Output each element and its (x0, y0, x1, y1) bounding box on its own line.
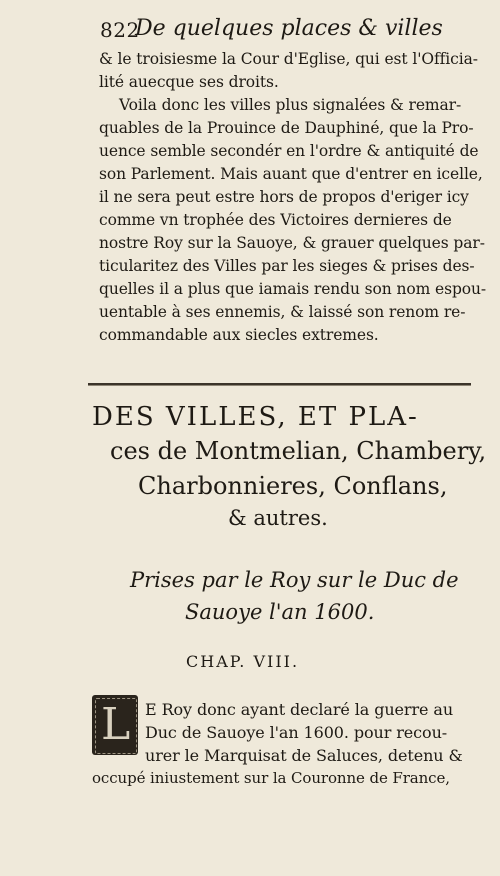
text-line: comme vn trophée des Victoires dernieres de (99, 211, 452, 229)
text-line: commandable aux siecles extremes. (99, 326, 379, 344)
text-line: lité auecque ses droits. (99, 73, 279, 91)
chapter-heading: CHAP. VIII. (186, 652, 300, 671)
page-number: 822 (100, 18, 140, 42)
text-line: ticularitez des Villes par les sieges & prises des- (99, 257, 475, 275)
text-line: occupé iniustement sur la Couronne de France, (92, 769, 450, 787)
title-line: ces de Montmelian, Chambery, (110, 437, 487, 465)
text-line: il ne sera peut estre hors de propos d'eriger icy (99, 188, 469, 206)
text-line: E Roy donc ayant declaré la guerre au (145, 700, 454, 719)
text-line: urer le Marquisat de Saluces, detenu & (145, 746, 463, 765)
subtitle-line: Prises par le Roy sur le Duc de (130, 568, 459, 592)
title-line: & autres. (228, 506, 328, 530)
running-title: De quelques places & villes (135, 16, 443, 41)
subtitle-line: Sauoye l'an 1600. (185, 600, 375, 624)
title-line: Charbonnieres, Conflans, (138, 472, 448, 500)
drop-cap-ornament (92, 695, 138, 755)
text-line: & le troisiesme la Cour d'Eglise, qui est l'Officia- (99, 50, 478, 68)
text-line: son Parlement. Mais auant que d'entrer en icelle, (99, 165, 483, 183)
drop-cap-letter: L (101, 699, 131, 750)
text-line: quables de la Prouince de Dauphiné, que la Pro- (99, 119, 474, 137)
title-line: DES VILLES, ET PLA- (92, 402, 419, 432)
text-line: quelles il a plus que iamais rendu son nom espou- (99, 280, 487, 298)
text-line: Duc de Sauoye l'an 1600. pour recou- (145, 723, 448, 742)
text-line: uence semble secondér en l'ordre & antiquité de (99, 142, 479, 160)
text-line: uentable à ses ennemis, & laissé son renom re- (99, 303, 466, 321)
text-line: Voila donc les villes plus signalées & remar- (119, 96, 462, 114)
section-divider (88, 383, 471, 386)
text-line: nostre Roy sur la Sauoye, & grauer quelques par- (99, 234, 485, 252)
